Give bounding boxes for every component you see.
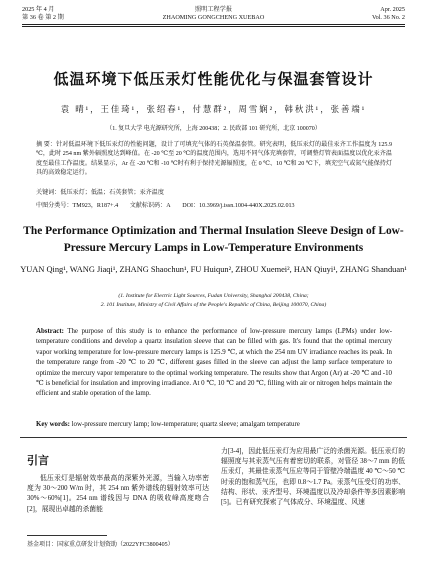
title-en: The Performance Optimization and Thermal Insulation Sleeve Design of Low-Pressure Mercury Lamps in Low-Temperature Environments [23,225,404,254]
abstract-cn: 摘 要：针对低温环境下低压汞灯的性能问题，设计了可填充气体的石英保温套管。研究表明，低压汞灯的最佳汞齐工作温度为 125.9 ℃，此时 254 nm 紫外辐照度达到峰值。在 -20 ℃至 20 ℃的温度范围内，选用不同气体充填套管，可调整灯管表面温度以优化汞齐温度至最佳工作温度。结果显示，Ar 在 -20 ℃和 -10 ℃时有利于保持光源辐照度，在 0 ℃、10 ℃和 20 ℃下，填充空气或氮气能保持灯具的高效稳定运行。 [36,142,392,177]
running-header [22,6,405,32]
header-date-en: Apr. 2025 [380,6,405,13]
header-volume-en: Vol. 36 No. 2 [371,14,405,21]
keywords-en-text: low-pressure mercury lamp; low-temperature; quartz sleeve; amalgam temperature [71,421,300,428]
header-rule-thick [22,24,405,25]
keywords-en [36,421,392,428]
abstract-en-text: The purpose of this study is to enhance the performance of low-pressure mercury lamps (LPMs) under low-temperature conditions and develop a quartz insulation sleeve that can be filled with gas. It's found that the optimal mercury vapor working temperature for low-pressure mercury lamps is 125.9 ℃, at which the 254 nm UV irradiance reaches its peak. In the temperature range from -20 ℃ to 20 ℃, different gases filled in the sleeve can adjust the lamp surface temperature to optimize the mercury vapor temperature to the optimal working temperature. The results show that Argon (Ar) at -20 ℃ and -10 ℃ is beneficial for insulation and improving irradiance. At 0 ℃, 10 ℃ and 20 ℃, filling with air or nitrogen helps maintain the efficient and stable operation of the lamp. [36,328,392,398]
intro-right-column: 力[3-4]，因此低压汞灯为应用最广泛的杀菌光源。低压汞灯的辐照度与其汞蒸气压有着密切的联系，对管径 38～7 mm 的低压汞灯，其最佳汞蒸气压应等同于管壁冷端温度 40 ℃～50 ℃时汞的饱和蒸气压，也即 0.8～1.7 Pa。汞蒸气压受灯的功率、结构、形状、汞齐型号、环境温度以及冷却条件等多因素影响[5]。已有研究探索了气体成分、环境温度、风速 [221,448,405,507]
header-volume-cn: 第 36 卷 第 2 期 [22,14,64,21]
journal-name-en: ZHAOMING GONGCHENG XUEBAO [162,14,265,21]
keywords-en-label: Key words: [36,421,70,428]
affiliation-en-2: 2. 101 Institute, Ministry of Civil Affairs of the People's Republic of China, Beijing 100070, China) [100,301,327,308]
classification-line [36,200,396,209]
footnote-rule [27,535,107,536]
document-code: 文献标识码：A [129,203,171,209]
abstract-en [36,327,392,400]
header-center [22,6,405,22]
header-rule-thin [22,26,405,27]
clc-number: 中图分类号：TM923，R187+.4 [36,203,119,209]
title-cn: 低温环境下低压汞灯性能优化与保温套管设计 [53,72,374,88]
abstract-en-label: Abstract: [36,328,64,335]
intro-left-column: 低压汞灯是辐射效率最高的深紫外光源，当输入功率密度为 30～200 W/m 时，其 254 nm 紫外谱线的辐射效率可达 30%～60%[1]。254 nm 谱线因与 DNA 的吸收峰高度吻合[2]，展现出卓越的杀菌能 [27,475,209,513]
authors-cn: 袁 晴¹，王佳琦¹，张绍春¹，付慧群²，周雪娴²，韩秋洪¹，张善端¹ [60,105,367,114]
footnote-funding: 基金项目：国家重点研发计划资助（2022YFC3800405） [27,542,174,548]
header-right [372,6,405,22]
journal-name-cn: 照明工程学报 [194,6,233,13]
keywords-cn: 关键词：低压汞灯；低温；石英套管；汞齐温度 [36,190,164,196]
authors-en: YUAN Qing¹, WANG Jiaqi¹, ZHANG Shaochun¹, FU Huiqun², ZHOU Xuemei², HAN Qiuyi¹, ZHANG Shanduan¹ [20,265,407,274]
header-date-cn: 2025 年 4 月 [22,6,55,13]
doi: DOI：10.3969/j.issn.1004-440X.2025.02.013 [182,203,295,209]
affiliation-cn: （1. 复旦大学 电光源研究所，上海 200438；2. 民政部 101 研究所，北京 100070） [106,126,321,132]
affiliation-en [0,292,427,309]
section-heading-intro: 引言 [27,455,49,467]
section-divider [20,437,407,438]
affiliation-en-1: (1. Institute for Electric Light Sources, Fudan University, Shanghai 200438, China; [118,293,309,299]
